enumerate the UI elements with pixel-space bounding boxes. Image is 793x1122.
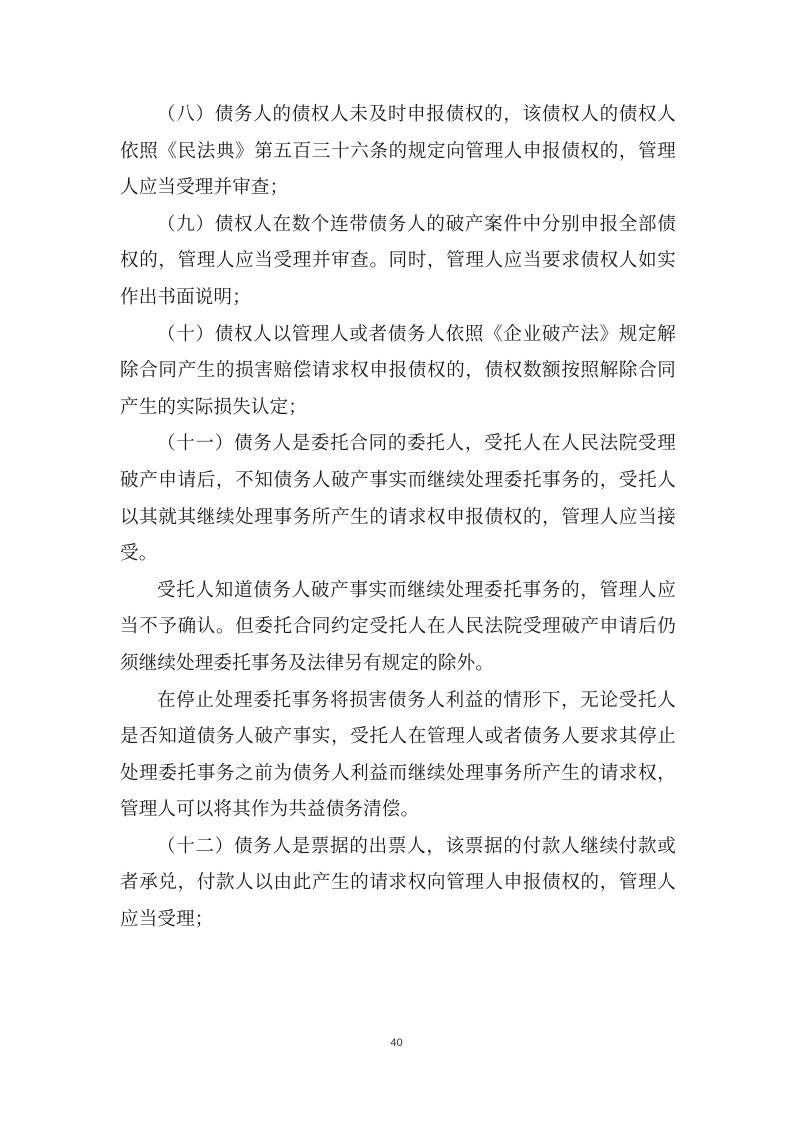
paragraph-item-12: （十二）债务人是票据的出票人，该票据的付款人继续付款或者承兑，付款人以由此产生的请求权向管理人申报债权的，管理人应当受理；	[120, 835, 676, 931]
paragraph-trustee-aware: 受托人知道债务人破产事实而继续处理委托事务的，管理人应当不予确认。但委托合同约定受托人在人民法院受理破产申请后仍须继续处理委托事务及法律另有规定的除外。	[120, 579, 676, 674]
document-body	[120, 97, 676, 939]
paragraph-item-9: （九）债权人在数个连带债务人的破产案件中分别申报全部债权的，管理人应当受理并审查。同时，管理人应当要求债权人如实作出书面说明；	[120, 213, 676, 308]
paragraph-item-10: （十）债权人以管理人或者债务人依照《企业破产法》规定解除合同产生的损害赔偿请求权申报债权的，债权数额按照解除合同产生的实际损失认定；	[120, 323, 676, 418]
page-number: 40	[390, 1037, 403, 1049]
paragraph-item-11: （十一）债务人是委托合同的委托人，受托人在人民法院受理破产申请后，不知债务人破产事实而继续处理委托事务的，受托人以其就其继续处理事务所产生的请求权申报债权的，管理人应当接受。	[120, 433, 676, 565]
paragraph-item-8: （八）债务人的债权人未及时申报债权的，该债权人的债权人依照《民法典》第五百三十六条的规定向管理人申报债权的，管理人应当受理并审查；	[120, 104, 676, 199]
paragraph-common-benefit-debt: 在停止处理委托事务将损害债务人利益的情形下，无论受托人是否知道债务人破产事实，受托人在管理人或者债务人要求其停止处理委托事务之前为债务人利益而继续处理事务所产生的请求权，管理人可以将其作为共益债务清偿。	[120, 689, 676, 821]
